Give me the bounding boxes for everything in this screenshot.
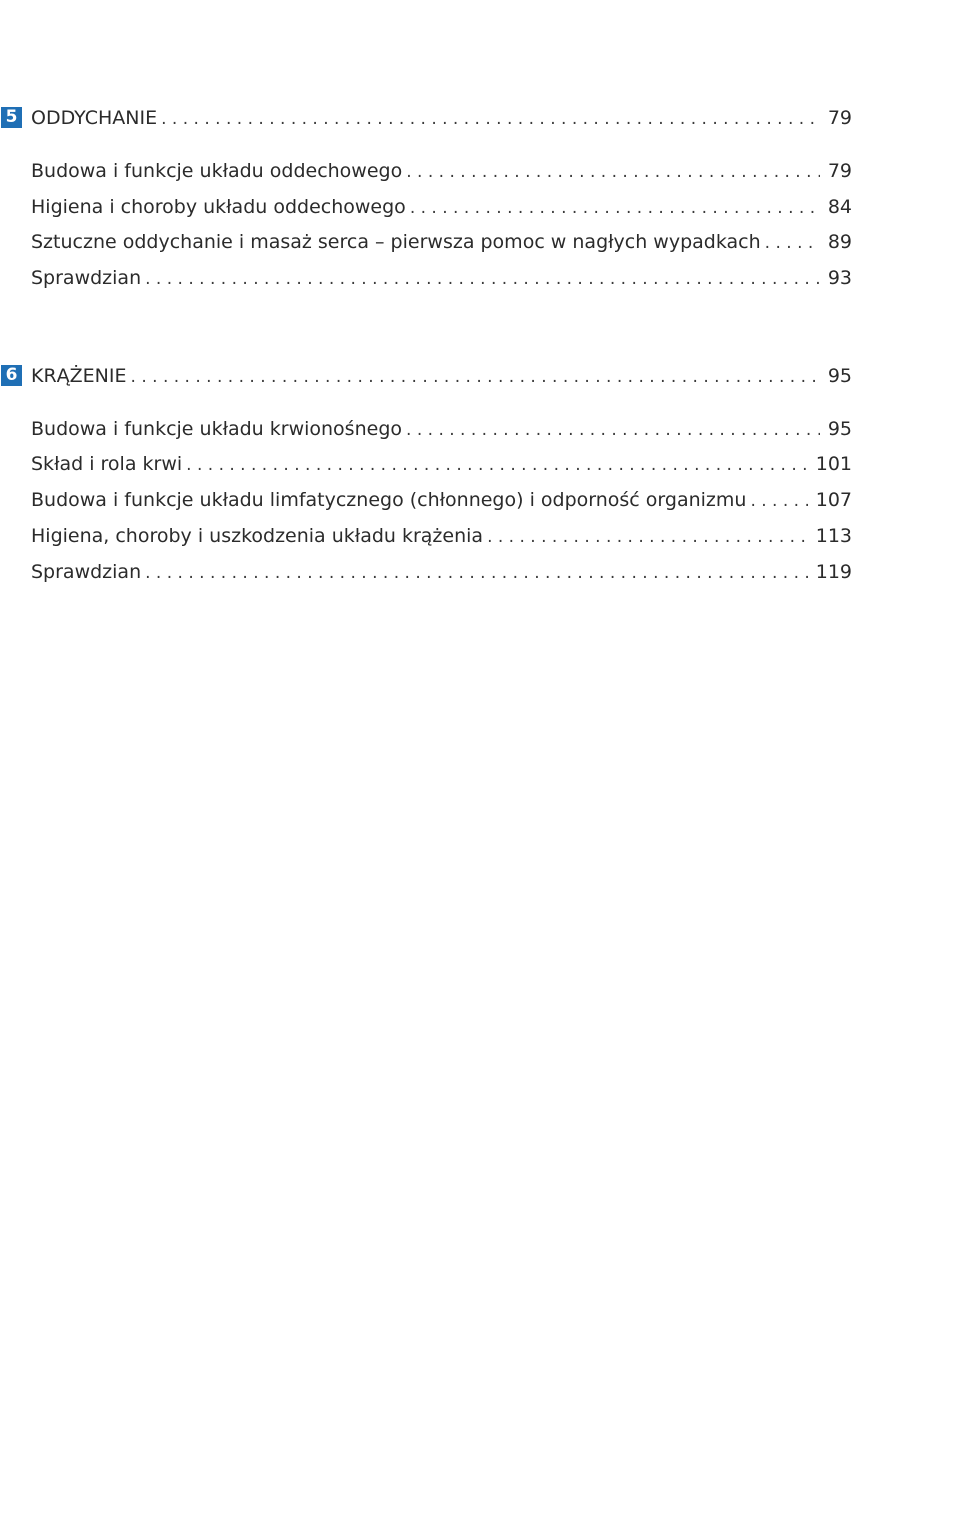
toc-entry[interactable] xyxy=(31,487,852,513)
dot-leader xyxy=(406,159,820,184)
dot-leader xyxy=(186,452,808,477)
page-number: 84 xyxy=(827,196,852,218)
page-number: 93 xyxy=(827,267,852,289)
entry-title: Sztuczne oddychanie i masaż serca – pierwsza pomoc w nagłych wypadkach xyxy=(31,231,761,253)
entry-title: Sprawdzian xyxy=(31,267,142,289)
chapter-heading[interactable] xyxy=(31,105,852,131)
entry-title: Sprawdzian xyxy=(31,561,142,583)
chapter-title: KRĄŻENIE xyxy=(31,365,127,387)
page-number: 119 xyxy=(815,561,852,583)
page-number: 113 xyxy=(815,525,852,547)
page-number: 95 xyxy=(827,365,852,387)
page-number: 79 xyxy=(827,107,852,129)
toc-entry[interactable] xyxy=(31,265,852,291)
page-number: 101 xyxy=(815,453,852,475)
dot-leader xyxy=(765,230,820,255)
toc-entry[interactable] xyxy=(31,158,852,184)
page-number: 89 xyxy=(827,231,852,253)
chapter-title: ODDYCHANIE xyxy=(31,107,158,129)
chapter-number-badge: 5 xyxy=(1,107,22,128)
toc-entry[interactable] xyxy=(31,559,852,585)
toc-entry[interactable] xyxy=(31,229,852,255)
entry-title: Higiena, choroby i uszkodzenia układu krążenia xyxy=(31,525,484,547)
entry-title: Higiena i choroby układu oddechowego xyxy=(31,196,406,218)
dot-leader xyxy=(487,524,808,549)
toc-entry[interactable] xyxy=(31,194,852,220)
entry-title: Budowa i funkcje układu oddechowego xyxy=(31,160,403,182)
entry-title: Budowa i funkcje układu limfatycznego (chłonnego) i odporność organizmu xyxy=(31,489,747,511)
entry-title: Skład i rola krwi xyxy=(31,453,183,475)
entry-title: Budowa i funkcje układu krwionośnego xyxy=(31,418,403,440)
toc-entry[interactable] xyxy=(31,451,852,477)
dot-leader xyxy=(161,106,820,131)
dot-leader xyxy=(131,364,820,389)
chapter-heading[interactable] xyxy=(31,363,852,389)
dot-leader xyxy=(145,266,820,291)
page-number: 107 xyxy=(815,489,852,511)
dot-leader xyxy=(750,488,807,513)
dot-leader xyxy=(406,417,820,442)
toc-entry[interactable] xyxy=(31,523,852,549)
page-number: 95 xyxy=(827,418,852,440)
toc-entry[interactable] xyxy=(31,416,852,442)
dot-leader xyxy=(410,195,820,220)
dot-leader xyxy=(145,560,808,585)
page-number: 79 xyxy=(827,160,852,182)
chapter-number-badge: 6 xyxy=(1,365,22,386)
